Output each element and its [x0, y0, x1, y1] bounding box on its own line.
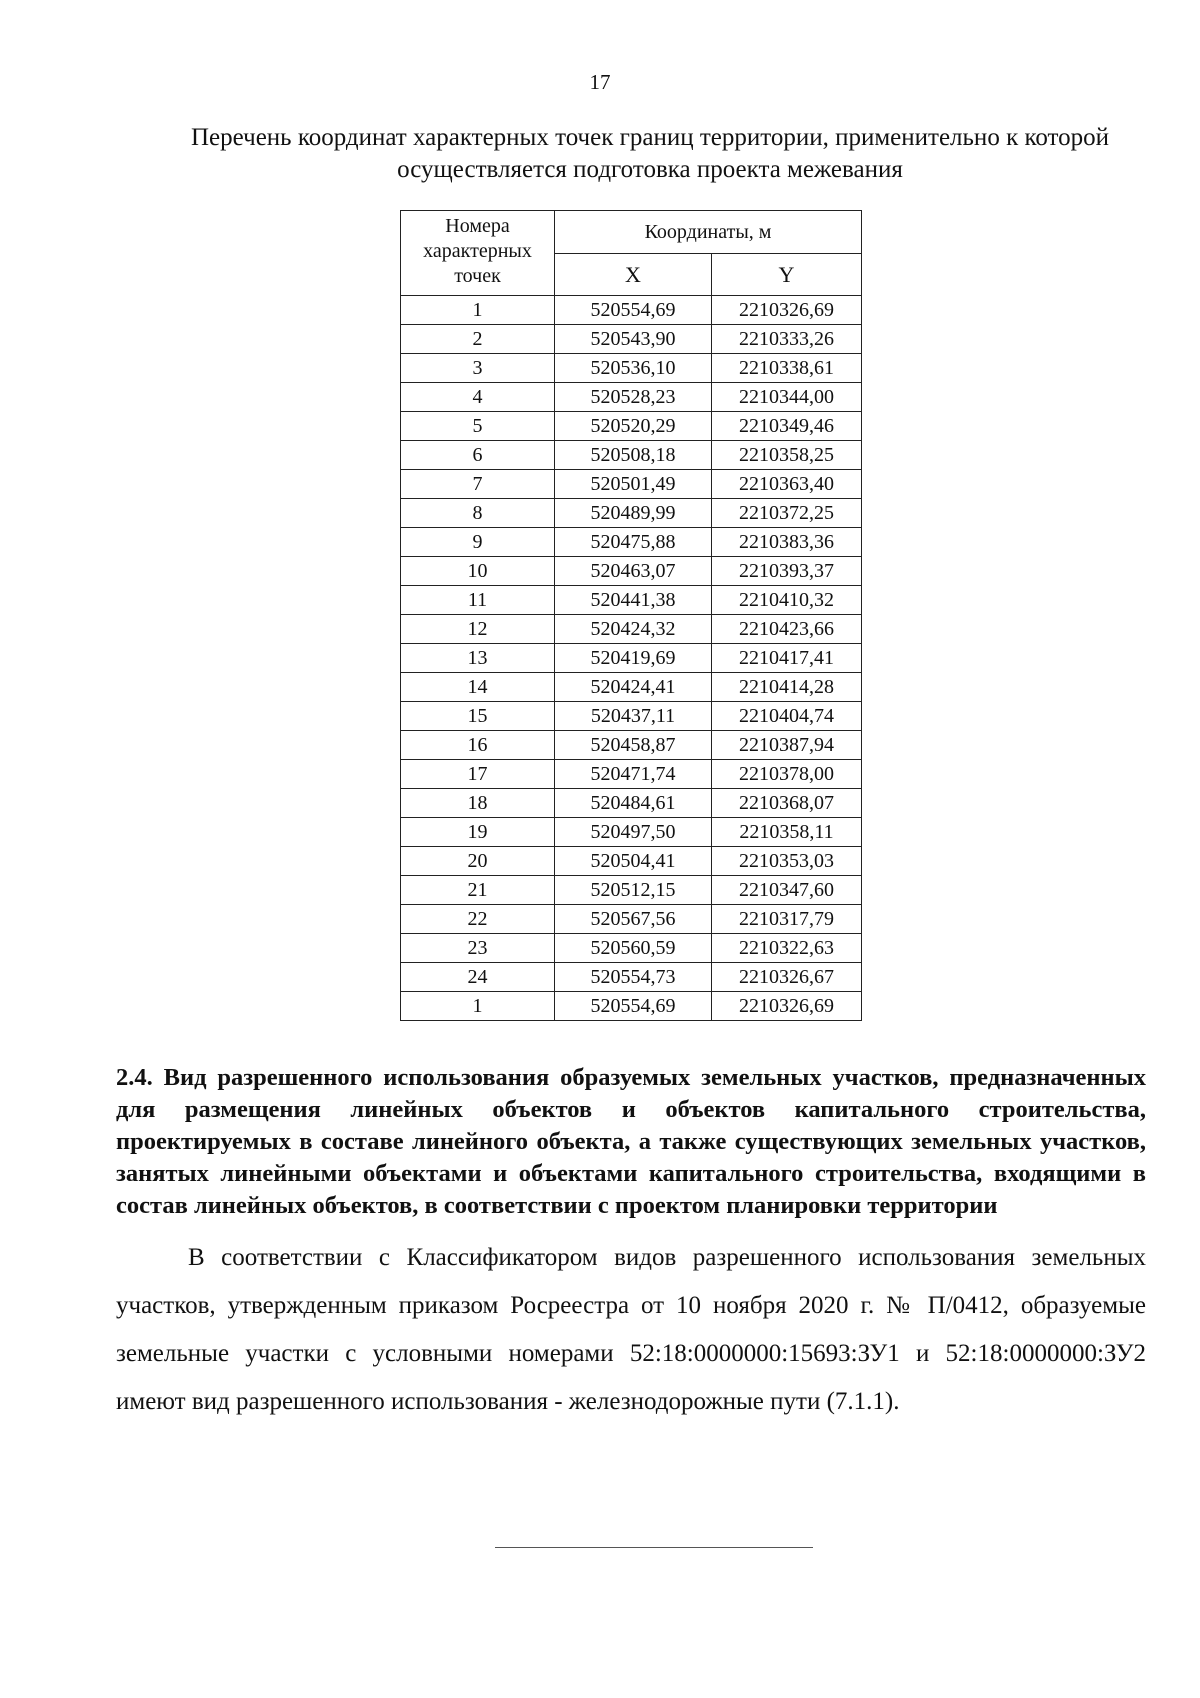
table-row: [401, 296, 862, 325]
section-heading: 2.4. Вид разрешенного использования образуемых земельных участков, предназначенных для размещения линейных объектов и объектов капитального строительства, проектируемых в составе линейного объекта, а также существующих земельных участков, занятых линейными объектами и объектами капитального строительства, входящими в состав линейных объектов, в соответствии с проектом планировки территории: [116, 1064, 1146, 1219]
point-number-cell: 6: [401, 441, 555, 470]
point-number-cell: 1: [401, 992, 555, 1021]
table-row: [401, 528, 862, 557]
y-coordinate-cell: 2210383,36: [712, 528, 862, 557]
x-coordinate-cell: 520484,61: [555, 789, 712, 818]
point-number-cell: 7: [401, 470, 555, 499]
table-body: [401, 296, 862, 1021]
table-row: [401, 441, 862, 470]
table-caption: Перечень координат характерных точек границ территории, применительно к которой осуществляется подготовка проекта межевания: [191, 124, 1109, 183]
point-number-cell: 23: [401, 934, 555, 963]
x-coordinate-cell: 520441,38: [555, 586, 712, 615]
end-rule: [495, 1547, 813, 1548]
point-number-cell: 2: [401, 325, 555, 354]
y-coordinate-cell: 2210358,25: [712, 441, 862, 470]
header-points: Номера характерных точек: [401, 211, 555, 296]
table-row: [401, 760, 862, 789]
header-x: X: [555, 254, 712, 296]
point-number-cell: 18: [401, 789, 555, 818]
table-row: [401, 586, 862, 615]
y-coordinate-cell: 2210378,00: [712, 760, 862, 789]
point-number-cell: 4: [401, 383, 555, 412]
x-coordinate-cell: 520554,73: [555, 963, 712, 992]
x-coordinate-cell: 520424,32: [555, 615, 712, 644]
x-coordinate-cell: 520512,15: [555, 876, 712, 905]
coordinates-table: [400, 210, 862, 1021]
x-coordinate-cell: 520543,90: [555, 325, 712, 354]
x-coordinate-cell: 520536,10: [555, 354, 712, 383]
y-coordinate-cell: 2210358,11: [712, 818, 862, 847]
point-number-cell: 1: [401, 296, 555, 325]
x-coordinate-cell: 520497,50: [555, 818, 712, 847]
x-coordinate-cell: 520437,11: [555, 702, 712, 731]
table-row: [401, 412, 862, 441]
x-coordinate-cell: 520424,41: [555, 673, 712, 702]
point-number-cell: 3: [401, 354, 555, 383]
y-coordinate-cell: 2210326,67: [712, 963, 862, 992]
table-row: [401, 702, 862, 731]
y-coordinate-cell: 2210344,00: [712, 383, 862, 412]
y-coordinate-cell: 2210368,07: [712, 789, 862, 818]
y-coordinate-cell: 2210404,74: [712, 702, 862, 731]
table-row: [401, 644, 862, 673]
y-coordinate-cell: 2210338,61: [712, 354, 862, 383]
x-coordinate-cell: 520554,69: [555, 992, 712, 1021]
point-number-cell: 5: [401, 412, 555, 441]
y-coordinate-cell: 2210349,46: [712, 412, 862, 441]
y-coordinate-cell: 2210353,03: [712, 847, 862, 876]
y-coordinate-cell: 2210363,40: [712, 470, 862, 499]
x-coordinate-cell: 520504,41: [555, 847, 712, 876]
table-row: [401, 499, 862, 528]
y-coordinate-cell: 2210393,37: [712, 557, 862, 586]
y-coordinate-cell: 2210317,79: [712, 905, 862, 934]
y-coordinate-cell: 2210410,32: [712, 586, 862, 615]
y-coordinate-cell: 2210387,94: [712, 731, 862, 760]
y-coordinate-cell: 2210372,25: [712, 499, 862, 528]
x-coordinate-cell: 520419,69: [555, 644, 712, 673]
y-coordinate-cell: 2210333,26: [712, 325, 862, 354]
table-row: [401, 876, 862, 905]
table-row: [401, 615, 862, 644]
point-number-cell: 10: [401, 557, 555, 586]
x-coordinate-cell: 520528,23: [555, 383, 712, 412]
x-coordinate-cell: 520463,07: [555, 557, 712, 586]
point-number-cell: 14: [401, 673, 555, 702]
point-number-cell: 8: [401, 499, 555, 528]
page-number: 17: [589, 70, 611, 94]
x-coordinate-cell: 520554,69: [555, 296, 712, 325]
section-body: В соответствии с Классификатором видов разрешенного использования земельных участков, утвержденным приказом Росреестра от 10 ноября 2020 г. № П/0412, образуемые земельные участки с условными номерами 52:18:0000000:15693:ЗУ1 и 52:18:0000000:ЗУ2 имеют вид разрешенного использования - железнодорожные пути (7.1.1).: [116, 1244, 1146, 1415]
y-coordinate-cell: 2210326,69: [712, 992, 862, 1021]
y-coordinate-cell: 2210326,69: [712, 296, 862, 325]
table-row: [401, 934, 862, 963]
table-row: [401, 731, 862, 760]
table-row: [401, 847, 862, 876]
x-coordinate-cell: 520567,56: [555, 905, 712, 934]
point-number-cell: 9: [401, 528, 555, 557]
table-row: [401, 992, 862, 1021]
point-number-cell: 20: [401, 847, 555, 876]
table-row: [401, 354, 862, 383]
table-row: [401, 963, 862, 992]
point-number-cell: 17: [401, 760, 555, 789]
point-number-cell: 12: [401, 615, 555, 644]
point-number-cell: 22: [401, 905, 555, 934]
point-number-cell: 21: [401, 876, 555, 905]
table-row: [401, 905, 862, 934]
table-row: [401, 325, 862, 354]
x-coordinate-cell: 520508,18: [555, 441, 712, 470]
x-coordinate-cell: 520501,49: [555, 470, 712, 499]
y-coordinate-cell: 2210423,66: [712, 615, 862, 644]
header-y: Y: [712, 254, 862, 296]
table-row: [401, 557, 862, 586]
table-row: [401, 673, 862, 702]
table-row: [401, 818, 862, 847]
x-coordinate-cell: 520489,99: [555, 499, 712, 528]
x-coordinate-cell: 520560,59: [555, 934, 712, 963]
y-coordinate-cell: 2210347,60: [712, 876, 862, 905]
x-coordinate-cell: 520475,88: [555, 528, 712, 557]
point-number-cell: 13: [401, 644, 555, 673]
header-coordinates: Координаты, м: [555, 211, 862, 254]
x-coordinate-cell: 520458,87: [555, 731, 712, 760]
y-coordinate-cell: 2210414,28: [712, 673, 862, 702]
y-coordinate-cell: 2210322,63: [712, 934, 862, 963]
table-row: [401, 470, 862, 499]
y-coordinate-cell: 2210417,41: [712, 644, 862, 673]
x-coordinate-cell: 520520,29: [555, 412, 712, 441]
point-number-cell: 24: [401, 963, 555, 992]
point-number-cell: 16: [401, 731, 555, 760]
table-row: [401, 789, 862, 818]
point-number-cell: 15: [401, 702, 555, 731]
x-coordinate-cell: 520471,74: [555, 760, 712, 789]
section-2-4: [116, 1062, 1146, 1426]
point-number-cell: 11: [401, 586, 555, 615]
point-number-cell: 19: [401, 818, 555, 847]
table-row: [401, 383, 862, 412]
